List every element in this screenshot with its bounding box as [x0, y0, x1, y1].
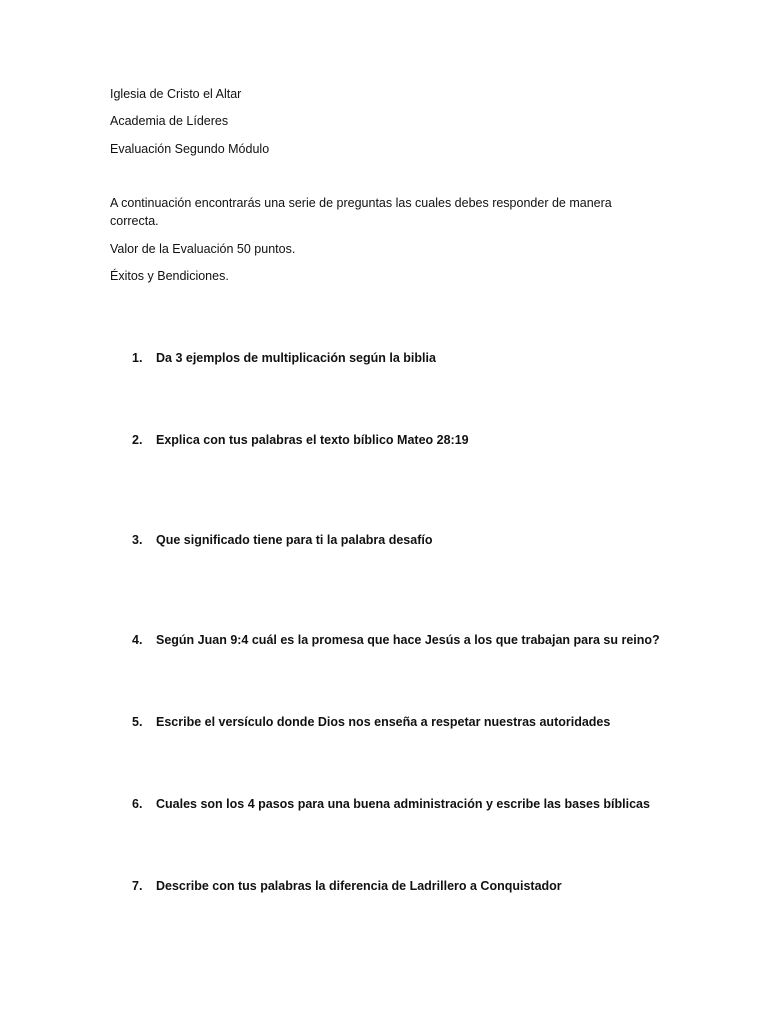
blessing-text: Éxitos y Bendiciones.: [110, 269, 229, 283]
question-item: [132, 431, 469, 449]
question-text: Según Juan 9:4 cuál es la promesa que hace Jesús a los que trabajan para su reino?: [156, 633, 660, 647]
question-item: [132, 713, 610, 731]
question-item: [132, 631, 660, 649]
question-item: [132, 877, 562, 895]
question-text: Escribe el versículo donde Dios nos enseña a respetar nuestras autoridades: [156, 715, 611, 729]
question-text: Cuales son los 4 pasos para una buena administración y escribe las bases bíblicas: [156, 797, 650, 811]
question-text: Explica con tus palabras el texto bíblico Mateo 28:19: [156, 433, 469, 447]
question-text: Que significado tiene para ti la palabra desafío: [156, 533, 433, 547]
academy-name: Academia de Líderes: [110, 114, 229, 128]
evaluation-title: Evaluación Segundo Módulo: [110, 142, 270, 156]
question-item: [132, 795, 650, 813]
question-item: [132, 349, 436, 367]
church-name: Iglesia de Cristo el Altar: [110, 87, 242, 101]
question-number: 5.: [132, 715, 143, 729]
question-number: 3.: [132, 533, 143, 547]
question-text: Describe con tus palabras la diferencia de Ladrillero a Conquistador: [156, 879, 562, 893]
question-item: [132, 531, 432, 549]
question-number: 4.: [132, 633, 143, 647]
evaluation-value: Valor de la Evaluación 50 puntos.: [110, 242, 296, 256]
question-number: 1.: [132, 351, 143, 365]
question-text: Da 3 ejemplos de multiplicación según la biblia: [156, 351, 436, 365]
instructions-text: A continuación encontrarás una serie de preguntas las cuales debes responder de manera correcta.: [110, 196, 612, 228]
question-number: 7.: [132, 879, 143, 893]
question-number: 2.: [132, 433, 143, 447]
question-number: 6.: [132, 797, 143, 811]
